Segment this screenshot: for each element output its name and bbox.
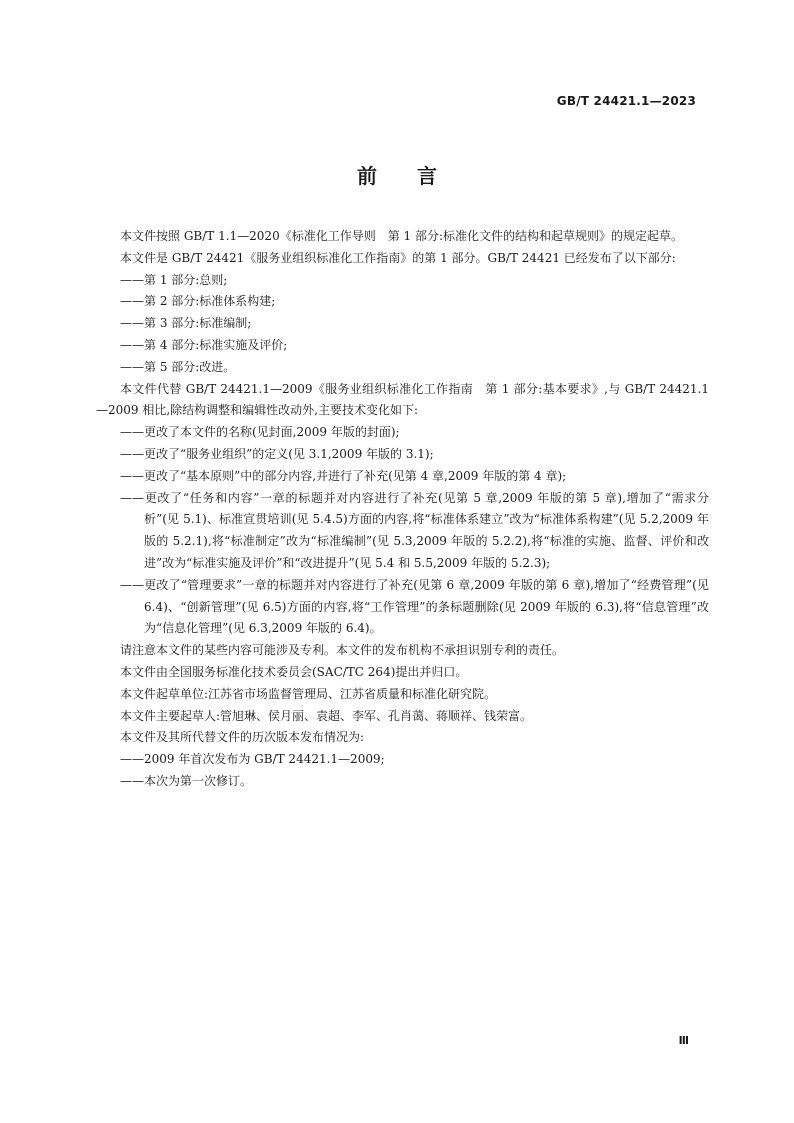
page-title: 前言 xyxy=(357,164,477,188)
list-item-first-revision: ——本次为第一次修订。 xyxy=(120,773,253,788)
list-item-part-5: ——第 5 部分:改进。 xyxy=(120,359,236,374)
list-item-part-2: ——第 2 部分:标准体系构建; xyxy=(120,294,276,309)
paragraph-patent-notice: 请注意本文件的某些内容可能涉及专利。本文件的发布机构不承担识别专利的责任。 xyxy=(120,643,565,658)
list-item-change-management: ——更改了“管理要求”一章的标题并对内容进行了补充(见第 6 章,2009 年版的第 6 章),增加了“经费管理”(见 6.4)、“创新管理”(见 6.5)方面的内容,将“工作管理”的条标题删除(见 2009 年版的 6.3),将“信息管理”改为“信息化管理”(见 6.3,2009 年版的 6.4)。 xyxy=(120,577,709,636)
paragraph-drafters: 本文件主要起草人:管旭琳、侯月丽、袁超、李军、孔肖蔼、蒋顺祥、钱荣富。 xyxy=(120,708,533,723)
paragraph-drafting-rules: 本文件按照 GB/T 1.1—2020《标准化工作导则 第 1 部分:标准化文件的结构和起草规则》的规定起草。 xyxy=(120,229,684,243)
list-item-part-1: ——第 1 部分:总则; xyxy=(120,272,228,287)
list-item-change-principles: ——更改了“基本原则”中的部分内容,并进行了补充(见第 4 章,2009 年版的第 4 章); xyxy=(120,468,567,483)
standard-number-header: GB/T 24421.1—2023 xyxy=(556,94,696,108)
page-number: Ⅲ xyxy=(678,1034,689,1047)
list-item-part-3: ——第 3 部分:标准编制; xyxy=(120,316,252,331)
paragraph-drafting-units: 本文件起草单位:江苏省市场监督管理局、江苏省质量和标准化研究院。 xyxy=(120,686,497,701)
foreword-body xyxy=(96,226,709,793)
list-item-change-name: ——更改了本文件的名称(见封面,2009 年版的封面); xyxy=(120,425,400,440)
paragraph-version-history: 本文件及其所代替文件的历次版本发布情况为: xyxy=(120,730,365,745)
list-item-change-definition: ——更改了“服务业组织”的定义(见 3.1,2009 年版的 3.1); xyxy=(120,446,434,461)
list-item-part-4: ——第 4 部分:标准实施及评价; xyxy=(120,337,288,352)
paragraph-replaces: 本文件代替 GB/T 24421.1—2009《服务业组织标准化工作指南 第 1 部分:基本要求》,与 GB/T 24421.1—2009 相比,除结构调整和编辑性改动外,主要技术变化如下: xyxy=(96,381,709,418)
list-item-first-release: ——2009 年首次发布为 GB/T 24421.1—2009; xyxy=(120,752,385,767)
paragraph-proposer: 本文件由全国服务标准化技术委员会(SAC/TC 264)提出并归口。 xyxy=(120,664,468,679)
list-item-change-tasks: ——更改了“任务和内容”一章的标题并对内容进行了补充(见第 5 章,2009 年版的第 5 章),增加了“需求分析”(见 5.1)、标准宣贯培训(见 5.4.5)方面的内容,将“标准体系建立”改为“标准体系构建”(见 5.2,2009 年版的 5.2.1),将“标准制定”改为“标准编制”(见 5.3,2009 年版的 5.2.2),将“标准的实施、监督、评价和改进”改为“标准实施及评价”和“改进提升”(见 5.4 和 5.5,2009 年版的 5.2.3); xyxy=(120,490,709,570)
paragraph-series-parts: 本文件是 GB/T 24421《服务业组织标准化工作指南》的第 1 部分。GB/T 24421 已经发布了以下部分: xyxy=(120,250,676,265)
